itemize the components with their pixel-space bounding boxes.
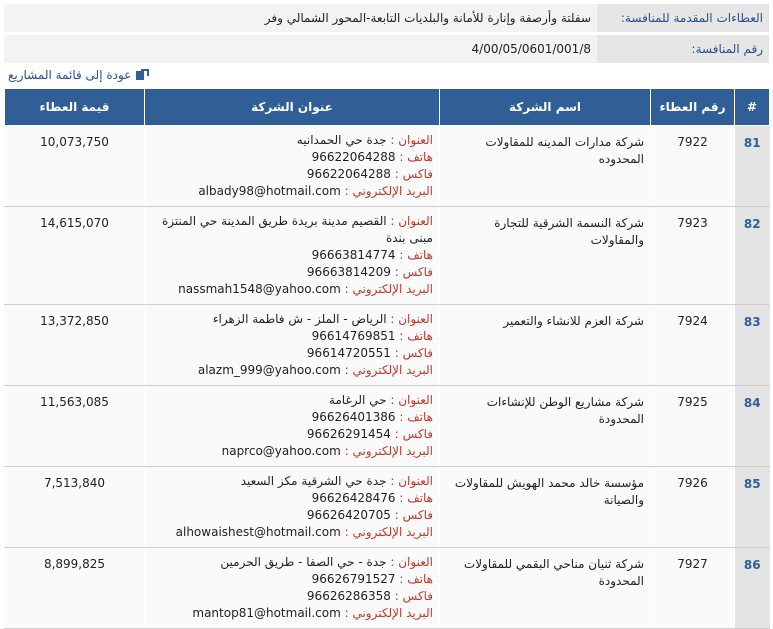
email-value: nassmah1548@yahoo.com	[178, 282, 341, 296]
address-value: حي الرغامة	[328, 393, 387, 407]
bid-amount: 10,073,750	[5, 126, 145, 207]
fax-key: فاكس :	[394, 346, 433, 360]
address-key: العنوان :	[390, 214, 433, 228]
address-key: العنوان :	[390, 393, 433, 407]
fax-key: فاكس :	[394, 167, 433, 181]
table-body	[5, 126, 770, 629]
email-line	[151, 443, 433, 460]
header-amount: قيمة العطاء	[5, 89, 145, 126]
fax-line	[151, 264, 433, 281]
row-index[interactable]: 84	[735, 386, 770, 467]
fax-key: فاكس :	[394, 589, 433, 603]
company-name: شركة النسمة الشرقية للتجارة والمقاولات	[440, 207, 651, 305]
fax-line	[151, 507, 433, 524]
header-index: #	[735, 89, 770, 126]
company-name: شركة ثنيان مناحي البقمي للمقاولات المحدودة	[440, 548, 651, 629]
tender-info	[4, 4, 769, 66]
email-line	[151, 183, 433, 200]
phone-line	[151, 328, 433, 345]
email-value: alhowaishest@hotmail.com	[175, 525, 341, 539]
fax-key: فاكس :	[394, 427, 433, 441]
phone-key: هاتف :	[399, 572, 433, 586]
phone-key: هاتف :	[399, 491, 433, 505]
address-key: العنوان :	[390, 555, 433, 569]
fax-value: 96614720551	[306, 346, 391, 360]
email-key: البريد الإلكتروني :	[344, 525, 433, 539]
bid-number: 7926	[651, 467, 735, 548]
fax-value: 96626420705	[306, 508, 391, 522]
email-value: naprco@yahoo.com	[221, 444, 341, 458]
company-address	[145, 467, 440, 548]
phone-key: هاتف :	[399, 329, 433, 343]
email-key: البريد الإلكتروني :	[344, 444, 433, 458]
address-value: جدة حي الحمدانيه	[296, 133, 387, 147]
fax-key: فاكس :	[394, 508, 433, 522]
table-row	[5, 467, 770, 548]
company-name: مؤسسة خالد محمد الهويش للمقاولات والصيانة	[440, 467, 651, 548]
address-line	[151, 554, 433, 571]
fax-line	[151, 345, 433, 362]
phone-line	[151, 490, 433, 507]
email-value: albady98@hotmail.com	[198, 184, 341, 198]
table-row	[5, 305, 770, 386]
phone-line	[151, 409, 433, 426]
email-line	[151, 362, 433, 379]
address-value: جدة - حي الصفا - طريق الحرمين	[220, 555, 387, 569]
address-value: جدة حي الشرقية مكز السعيد	[240, 474, 387, 488]
company-name: شركة العزم للانشاء والتعمير	[440, 305, 651, 386]
email-key: البريد الإلكتروني :	[344, 184, 433, 198]
address-key: العنوان :	[390, 312, 433, 326]
bids-table	[4, 88, 770, 629]
fax-value: 96663814209	[306, 265, 391, 279]
back-to-projects-link[interactable]	[8, 68, 149, 82]
phone-value: 96626428476	[311, 491, 396, 505]
bid-number: 7924	[651, 305, 735, 386]
email-value: mantop81@hotmail.com	[192, 606, 341, 620]
offers-label: العطاءات المقدمة للمنافسة:	[597, 4, 769, 34]
bid-amount: 8,899,825	[5, 548, 145, 629]
company-address	[145, 305, 440, 386]
company-name: شركة مدارات المدينه للمقاولات المحدوده	[440, 126, 651, 207]
email-key: البريد الإلكتروني :	[344, 282, 433, 296]
bid-amount: 14,615,070	[5, 207, 145, 305]
tender-number: 4/00/05/0601/001/8	[471, 42, 591, 56]
company-name: شركة مشاريع الوطن للإنشاءات المحدودة	[440, 386, 651, 467]
bid-amount: 7,513,840	[5, 467, 145, 548]
header-code: رقم العطاء	[651, 89, 735, 126]
row-index[interactable]: 86	[735, 548, 770, 629]
phone-value: 96663814774	[311, 248, 396, 262]
address-value: الرياض - الملز - ش فاطمة الزهراء	[212, 312, 387, 326]
phone-value: 96622064288	[311, 150, 396, 164]
phone-key: هاتف :	[399, 410, 433, 424]
bid-amount: 11,563,085	[5, 386, 145, 467]
fax-line	[151, 166, 433, 183]
fax-key: فاكس :	[394, 265, 433, 279]
bid-number: 7923	[651, 207, 735, 305]
back-link-text: عودة إلى قائمة المشاريع	[8, 68, 132, 82]
row-index[interactable]: 82	[735, 207, 770, 305]
email-line	[151, 524, 433, 541]
address-key: العنوان :	[390, 133, 433, 147]
address-line	[151, 392, 433, 409]
phone-key: هاتف :	[399, 248, 433, 262]
bid-number: 7925	[651, 386, 735, 467]
address-line	[151, 132, 433, 149]
tender-number-value	[4, 34, 597, 65]
phone-line	[151, 149, 433, 166]
company-address	[145, 126, 440, 207]
tender-number-label: رقم المنافسة:	[597, 34, 769, 65]
fax-value: 96626291454	[306, 427, 391, 441]
address-line	[151, 213, 433, 247]
offers-value: سفلتة وأرصفة وإنارة للأمانة والبلديات التابعة-المحور الشمالي وفر	[4, 4, 597, 34]
table-row	[5, 126, 770, 207]
bid-amount: 13,372,850	[5, 305, 145, 386]
email-key: البريد الإلكتروني :	[344, 363, 433, 377]
row-index[interactable]: 85	[735, 467, 770, 548]
email-value: alazm_999@yahoo.com	[197, 363, 341, 377]
address-line	[151, 473, 433, 490]
address-key: العنوان :	[390, 474, 433, 488]
back-arrow-icon	[135, 69, 149, 81]
company-address	[145, 386, 440, 467]
fax-line	[151, 426, 433, 443]
table-header-row	[5, 89, 770, 126]
email-line	[151, 281, 433, 298]
fax-line	[151, 588, 433, 605]
phone-key: هاتف :	[399, 150, 433, 164]
phone-line	[151, 247, 433, 264]
address-value: القصيم مدينة بريدة طريق المدينة حي المنتزة مبنى بندة	[161, 214, 433, 245]
fax-value: 96626286358	[306, 589, 391, 603]
row-index[interactable]: 83	[735, 305, 770, 386]
table-row	[5, 386, 770, 467]
fax-value: 96622064288	[306, 167, 391, 181]
bid-number: 7922	[651, 126, 735, 207]
row-index[interactable]: 81	[735, 126, 770, 207]
company-address	[145, 207, 440, 305]
table-row	[5, 207, 770, 305]
phone-value: 96626401386	[311, 410, 396, 424]
phone-value: 96626791527	[311, 572, 396, 586]
header-address: عنوان الشركة	[145, 89, 440, 126]
bid-number: 7927	[651, 548, 735, 629]
email-line	[151, 605, 433, 622]
table-row	[5, 548, 770, 629]
company-address	[145, 548, 440, 629]
phone-line	[151, 571, 433, 588]
phone-value: 96614769851	[311, 329, 396, 343]
header-company: اسم الشركة	[440, 89, 651, 126]
address-line	[151, 311, 433, 328]
email-key: البريد الإلكتروني :	[344, 606, 433, 620]
